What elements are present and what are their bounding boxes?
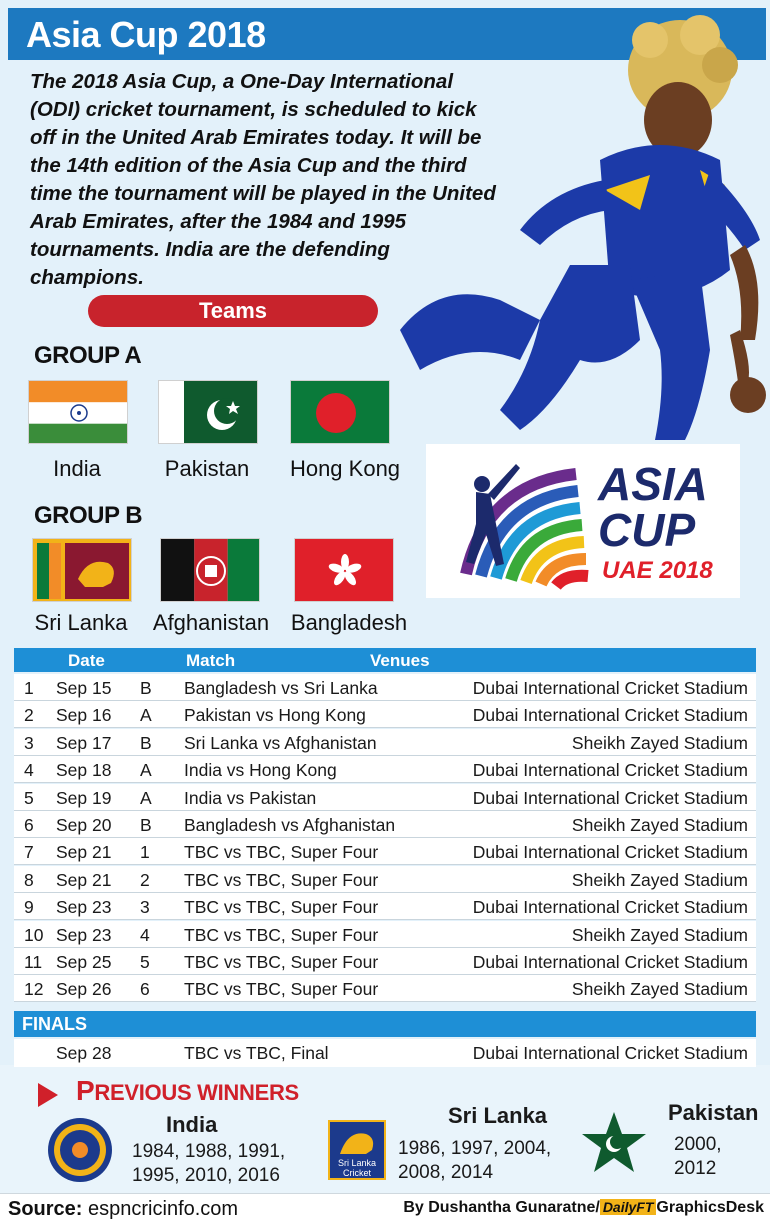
winner-years-sri-lanka-line1: 1986, 1997, 2004, <box>398 1138 552 1159</box>
logo-text-cup: CUP <box>598 504 696 556</box>
team-label-bangladesh: Bangladesh <box>290 610 408 635</box>
source-label: Source: <box>8 1198 83 1220</box>
row-match: Bangladesh vs Afghanistan <box>184 815 396 835</box>
row-match: TBC vs TBC, Super Four <box>184 979 379 1000</box>
table-row <box>14 893 756 920</box>
sri-lanka-logo-line2: Cricket <box>342 1168 371 1178</box>
row-date: Sep 25 <box>56 952 112 972</box>
row-match: TBC vs TBC, Super Four <box>184 952 379 972</box>
row-match: TBC vs TBC, Super Four <box>184 897 379 918</box>
previous-winners-title-rest: REVIOUS WINNERS <box>94 1080 299 1105</box>
table-row <box>14 701 756 728</box>
table-row <box>14 948 756 975</box>
teams-label: Teams <box>198 298 268 323</box>
team-label-hong-kong: Hong Kong <box>289 456 401 481</box>
row-group: 2 <box>140 869 150 890</box>
table-row <box>14 756 756 783</box>
row-match: TBC vs TBC, Super Four <box>184 924 379 945</box>
row-number: 7 <box>24 842 34 863</box>
table-row <box>14 784 756 811</box>
lion-icon <box>330 1124 384 1158</box>
row-group: B <box>140 732 152 753</box>
logo-text-asia: ASIA <box>598 458 708 510</box>
winner-years-pakistan-line1: 2000, <box>674 1134 722 1155</box>
row-number: 8 <box>24 869 34 890</box>
winner-name-pakistan: Pakistan <box>668 1100 759 1125</box>
row-date: Sep 23 <box>56 924 112 945</box>
teams-banner <box>88 295 378 327</box>
previous-winners-title <box>76 1075 299 1107</box>
source-value: espncricinfo.com <box>88 1198 239 1220</box>
source-line <box>8 1198 238 1221</box>
team-label-pakistan: Pakistan <box>164 456 250 481</box>
row-venue: Sheikh Zayed Stadium <box>571 979 748 1000</box>
row-date: Sep 23 <box>56 897 112 918</box>
row-number: 10 <box>24 924 44 945</box>
winner-years-india-line1: 1984, 1988, 1991, <box>132 1141 286 1162</box>
row-group: B <box>140 678 152 698</box>
row-venue: Dubai International Cricket Stadium <box>472 952 748 972</box>
winner-name-sri-lanka: Sri Lanka <box>448 1103 548 1128</box>
row-venue: Sheikh Zayed Stadium <box>571 815 748 835</box>
schedule-table-header <box>14 648 756 672</box>
intro-paragraph: The 2018 Asia Cup, a One-Day International (ODI) cricket tournament, is scheduled to kick off in the United Arab Emirates today. It will be the 14th edition of the Asia Cup and the third time the tournament will be played in the United Arab Emirates, after the 1984 and 1995 tournaments. India are the defending champions. <box>30 70 496 289</box>
row-venue: Dubai International Cricket Stadium <box>472 897 748 918</box>
row-number: 2 <box>24 705 34 726</box>
table-row <box>14 921 756 948</box>
table-row <box>14 674 756 701</box>
row-number: 11 <box>24 952 43 972</box>
afghanistan-flag <box>160 538 260 602</box>
header-venues: Venues <box>370 651 430 670</box>
hong-kong-flag <box>294 538 394 602</box>
final-date: Sep 28 <box>56 1043 112 1063</box>
row-number: 12 <box>24 979 44 1000</box>
row-venue: Dubai International Cricket Stadium <box>472 705 748 726</box>
row-date: Sep 17 <box>56 732 112 753</box>
credit-prefix: By Dushantha Gunaratne/ <box>403 1199 600 1216</box>
row-number: 4 <box>24 760 34 781</box>
row-venue: Dubai International Cricket Stadium <box>472 678 748 698</box>
sri-lanka-cricket-logo <box>328 1120 386 1180</box>
bcci-logo-icon <box>46 1116 114 1184</box>
row-group: 4 <box>140 924 150 945</box>
row-venue: Dubai International Cricket Stadium <box>472 842 748 863</box>
team-label-sri-lanka: Sri Lanka <box>34 610 128 635</box>
row-match: India vs Hong Kong <box>184 760 337 781</box>
row-group: B <box>140 815 152 835</box>
group-a-title: GROUP A <box>34 342 142 369</box>
sri-lanka-logo-line1: Sri Lanka <box>337 1158 377 1168</box>
winner-name-india: India <box>166 1112 218 1137</box>
row-match: TBC vs TBC, Super Four <box>184 842 379 863</box>
pakistan-flag <box>158 380 258 444</box>
finals-label: FINALS <box>22 1014 87 1034</box>
table-row <box>14 975 756 1002</box>
row-number: 9 <box>24 897 34 918</box>
table-row <box>14 866 756 893</box>
row-venue: Dubai International Cricket Stadium <box>472 760 748 781</box>
row-date: Sep 16 <box>56 705 112 726</box>
row-group: A <box>140 705 152 726</box>
winner-years-pakistan-line2: 2012 <box>674 1158 717 1179</box>
india-flag <box>28 380 128 444</box>
pcb-star-logo-icon <box>580 1110 648 1176</box>
row-group: A <box>140 760 152 781</box>
table-row <box>14 811 756 838</box>
row-venue: Sheikh Zayed Stadium <box>571 869 748 890</box>
asia-cup-logo <box>426 444 740 598</box>
row-number: 3 <box>24 732 34 753</box>
previous-winners-arrow-icon <box>38 1083 58 1107</box>
row-group: 6 <box>140 979 150 1000</box>
row-date: Sep 15 <box>56 678 112 698</box>
bangladesh-flag-a <box>290 380 390 444</box>
row-number: 6 <box>24 815 34 835</box>
team-label-afghanistan: Afghanistan <box>152 610 270 635</box>
team-label-india: India <box>53 456 101 481</box>
credit-line <box>403 1199 764 1217</box>
credit-suffix: GraphicsDesk <box>656 1199 764 1216</box>
final-venue: Dubai International Cricket Stadium <box>472 1043 748 1063</box>
logo-text-uae: UAE 2018 <box>602 557 713 584</box>
row-venue: Dubai International Cricket Stadium <box>472 787 748 808</box>
row-group: 5 <box>140 952 150 972</box>
final-row <box>14 1039 756 1067</box>
row-match: Pakistan vs Hong Kong <box>184 705 366 726</box>
row-date: Sep 20 <box>56 815 112 835</box>
row-date: Sep 26 <box>56 979 112 1000</box>
winner-years-india-line2: 1995, 2010, 2016 <box>132 1165 280 1186</box>
header-match: Match <box>186 651 236 670</box>
dailyft-badge: DailyFT <box>600 1199 657 1215</box>
row-date: Sep 18 <box>56 760 112 781</box>
sri-lanka-cricket-logo-text <box>330 1158 384 1178</box>
row-group: 3 <box>140 897 150 918</box>
header-date: Date <box>68 651 105 670</box>
row-match: TBC vs TBC, Super Four <box>184 869 379 890</box>
finals-header <box>14 1011 756 1037</box>
row-venue: Sheikh Zayed Stadium <box>571 924 748 945</box>
table-row <box>14 729 756 756</box>
sri-lanka-flag <box>32 538 132 602</box>
row-date: Sep 21 <box>56 869 112 890</box>
winner-years-sri-lanka-line2: 2008, 2014 <box>398 1162 494 1183</box>
row-date: Sep 21 <box>56 842 112 863</box>
row-group: A <box>140 787 152 808</box>
row-match: Bangladesh vs Sri Lanka <box>184 678 378 698</box>
previous-winners-title-first: P <box>76 1075 95 1106</box>
footer <box>0 1193 770 1223</box>
page-title: Asia Cup 2018 <box>26 14 266 55</box>
table-row <box>14 838 756 865</box>
row-number: 1 <box>24 678 34 698</box>
group-b-title: GROUP B <box>34 502 143 529</box>
row-number: 5 <box>24 787 34 808</box>
row-match: India vs Pakistan <box>184 787 317 808</box>
final-match: TBC vs TBC, Final <box>184 1043 329 1063</box>
row-venue: Sheikh Zayed Stadium <box>571 732 748 753</box>
row-match: Sri Lanka vs Afghanistan <box>184 732 377 753</box>
row-date: Sep 19 <box>56 787 112 808</box>
row-group: 1 <box>140 842 150 863</box>
